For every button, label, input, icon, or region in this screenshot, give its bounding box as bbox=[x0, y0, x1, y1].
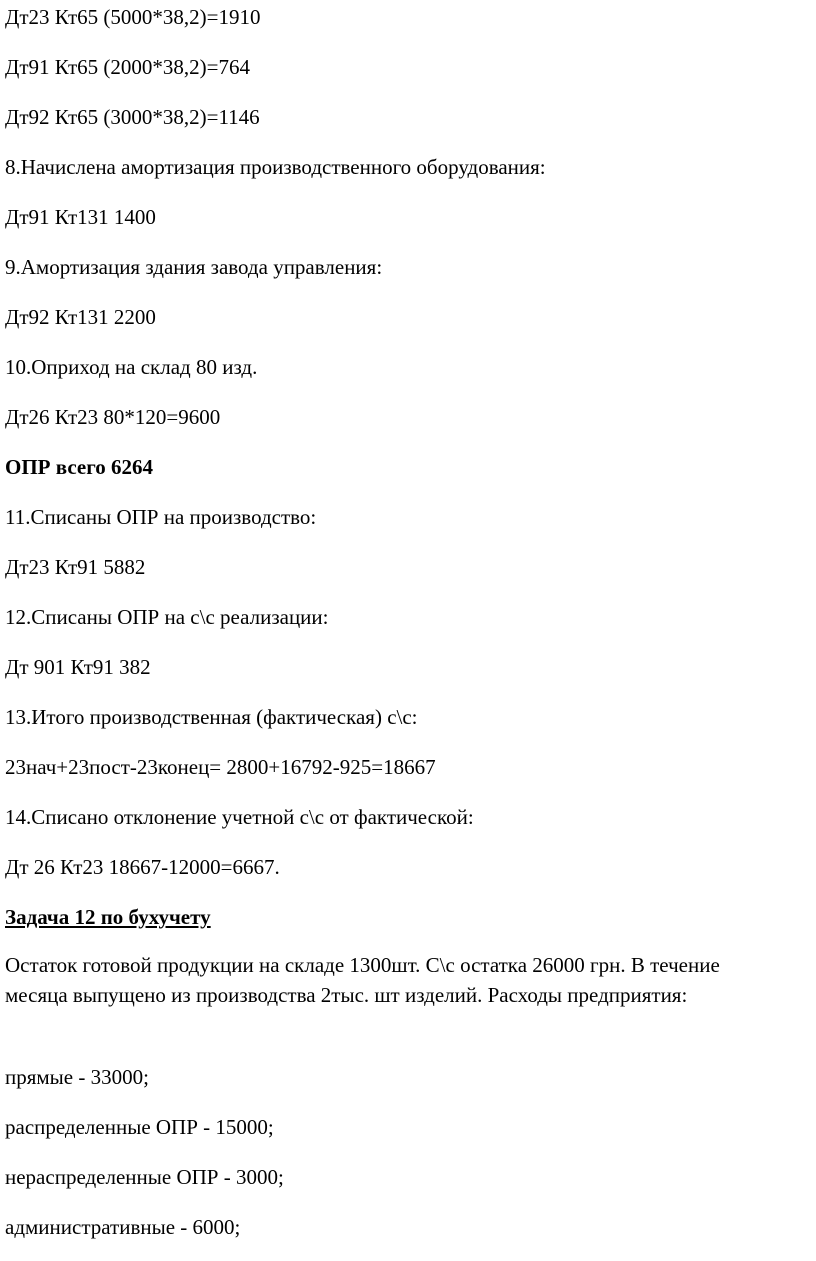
entry-line-8: Дт91 Кт131 1400 bbox=[5, 205, 156, 229]
entry-line-9: Дт92 Кт131 2200 bbox=[5, 305, 156, 329]
expense-direct: прямые - 33000; bbox=[5, 1065, 149, 1089]
opr-total: ОПР всего 6264 bbox=[5, 455, 154, 479]
expense-distributed-opr: распределенные ОПР - 15000; bbox=[5, 1115, 274, 1139]
entry-line-3: Дт92 Кт65 (3000*38,2)=1146 bbox=[5, 105, 260, 129]
entry-line-14: Дт 26 Кт23 18667-12000=6667. bbox=[5, 855, 280, 879]
task-12-title: Задача 12 по бухучету bbox=[5, 905, 211, 929]
step-8-heading: 8.Начислена амортизация производственного оборудования: bbox=[5, 155, 546, 179]
entry-line-10: Дт26 Кт23 80*120=9600 bbox=[5, 405, 221, 429]
expense-administrative: административные - 6000; bbox=[5, 1215, 241, 1239]
step-14-heading: 14.Списано отклонение учетной с\с от фактической: bbox=[5, 805, 474, 829]
step-11-heading: 11.Списаны ОПР на производство: bbox=[5, 505, 317, 529]
entry-line-2: Дт91 Кт65 (2000*38,2)=764 bbox=[5, 55, 250, 79]
step-13-heading: 13.Итого производственная (фактическая) с\с: bbox=[5, 705, 418, 729]
entry-line-11: Дт23 Кт91 5882 bbox=[5, 555, 146, 579]
step-12-heading: 12.Списаны ОПР на с\с реализации: bbox=[5, 605, 329, 629]
entry-line-12: Дт 901 Кт91 382 bbox=[5, 655, 151, 679]
entry-line-1: Дт23 Кт65 (5000*38,2)=1910 bbox=[5, 5, 261, 29]
step-10-heading: 10.Оприход на склад 80 изд. bbox=[5, 355, 258, 379]
step-9-heading: 9.Амортизация здания завода управления: bbox=[5, 255, 383, 279]
expense-undistributed-opr: нераспределенные ОПР - 3000; bbox=[5, 1165, 284, 1189]
task-12-description: Остаток готовой продукции на складе 1300шт. С\с остатка 26000 грн. В течение месяца выпущено из производства 2тыс. шт изделий. Расходы предприятия: bbox=[5, 953, 720, 1007]
entry-line-13: 23нач+23пост-23конец= 2800+16792-925=18667 bbox=[5, 755, 436, 779]
